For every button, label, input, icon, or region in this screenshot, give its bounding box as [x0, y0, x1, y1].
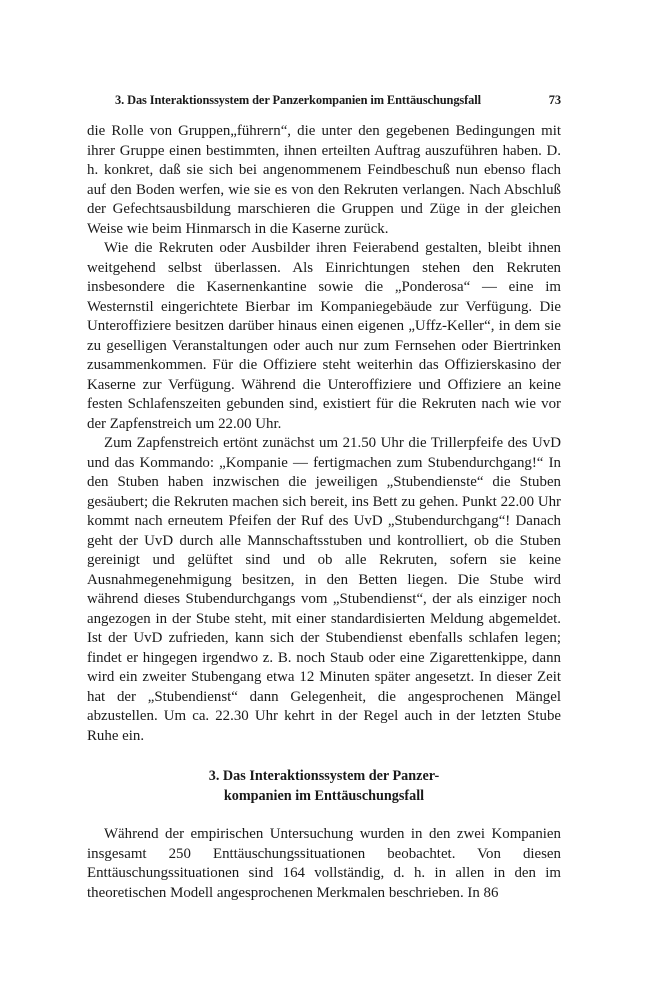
running-head-title: 3. Das Interaktionssystem der Panzerkompanien im Enttäuschungsfall — [115, 93, 481, 107]
section-heading-line-1: 3. Das Interaktionssystem der Panzer- — [208, 768, 440, 784]
body-text — [87, 122, 561, 746]
section-heading — [87, 767, 561, 806]
running-head — [87, 93, 561, 111]
section-heading-line-2: kompanien im Enttäuschungsfall — [223, 787, 425, 804]
paragraph-feierabend: Wie die Rekruten oder Ausbilder ihren Feierabend gestalten, bleibt ihnen weitgehend selbst überlassen. Als Einrichtungen stehen den Rekruten insbesondere die Kasernenkantine sowie die „Ponderosa“ — eine im Westernstil eingerichtete Bierbar im Kompaniegebäude zur Verfügung. Die Unteroffiziere besitzen darüber hinaus einen eigenen „Uffz-Keller“, in dem sie zu geselligen Veranstaltungen oder auch nur zum Fernsehen oder Biertrinken zusammenkommen. Für die Offiziere steht weiterhin das Offizierskasino der Kaserne zur Verfügung. Während die Unteroffiziere und Offiziere an keine festen Schlafenszeiten gebunden sind, existiert für die Rekruten nach wie vor der Zapfenstreich um 22.00 Uhr. — [87, 240, 561, 432]
paragraph-continuation: die Rolle von Gruppen„führern“, die unter den gegebenen Bedingungen mit ihrer Gruppe einen bestimmten, ihnen erteilten Auftrag auszuführen haben. D. h. konkret, daß sie sich bei angenommenem Feindbeschuß nun ebenso flach auf den Boden werfen, wie sie es von den Rekruten verlangen. Nach Abschluß der Gefechtsausbildung marschieren die Gruppen und Züge in der gleichen Weise wie beim Hinmarsch in die Kaserne zurück. — [87, 123, 561, 237]
section-text — [87, 825, 561, 903]
paragraph-zapfenstreich: Zum Zapfenstreich ertönt zunächst um 21.50 Uhr die Trillerpfeife des UvD und das Kommando: „Kompanie — fertigmachen zum Stubendurchgang!“ In den Stuben haben inzwischen die jeweiligen „Stubendienste“ die Stuben gesäubert; die Rekruten machen sich bereit, ins Bett zu gehen. Punkt 22.00 Uhr kommt nach erneutem Pfeifen der Ruf des UvD „Stubendurchgang“! Danach geht der UvD durch alle Mannschaftsstuben und kontrolliert, ob die Stuben gereinigt und gelüftet sind und ob alle Rekruten, sofern sie keine Ausnahmegenehmigung besitzen, in den Betten liegen. Die Stube wird während dieses Stubendurchgangs vom „Stubendienst“, der als einziger noch angezogen in der Stube steht, mit einer standardisierten Meldung abgemeldet. Ist der UvD zufrieden, kann sich der Stubendienst ebenfalls schlafen legen; findet er hingegen irgendwo z. B. noch Staub oder eine Zigarettenkippe, dann wird ein zweiter Stubengang etwa 12 Minuten später angesetzt. In dieser Zeit hat der „Stubendienst“ dann Gelegenheit, die angesprochenen Mängel abzustellen. Um ca. 22.30 Uhr kehrt in der Regel auch in der letzten Stube Ruhe ein. — [87, 435, 561, 744]
page-number: 73 — [548, 93, 561, 107]
paragraph-section-intro: Während der empirischen Untersuchung wurden in den zwei Kompanien insgesamt 250 Enttäuschungssituationen beobachtet. Von diesen Enttäuschungssituationen sind 164 vollständig, d. h. in allen in den im theoretischen Modell angesprochenen Merkmalen beschrieben. In 86 — [87, 826, 561, 901]
